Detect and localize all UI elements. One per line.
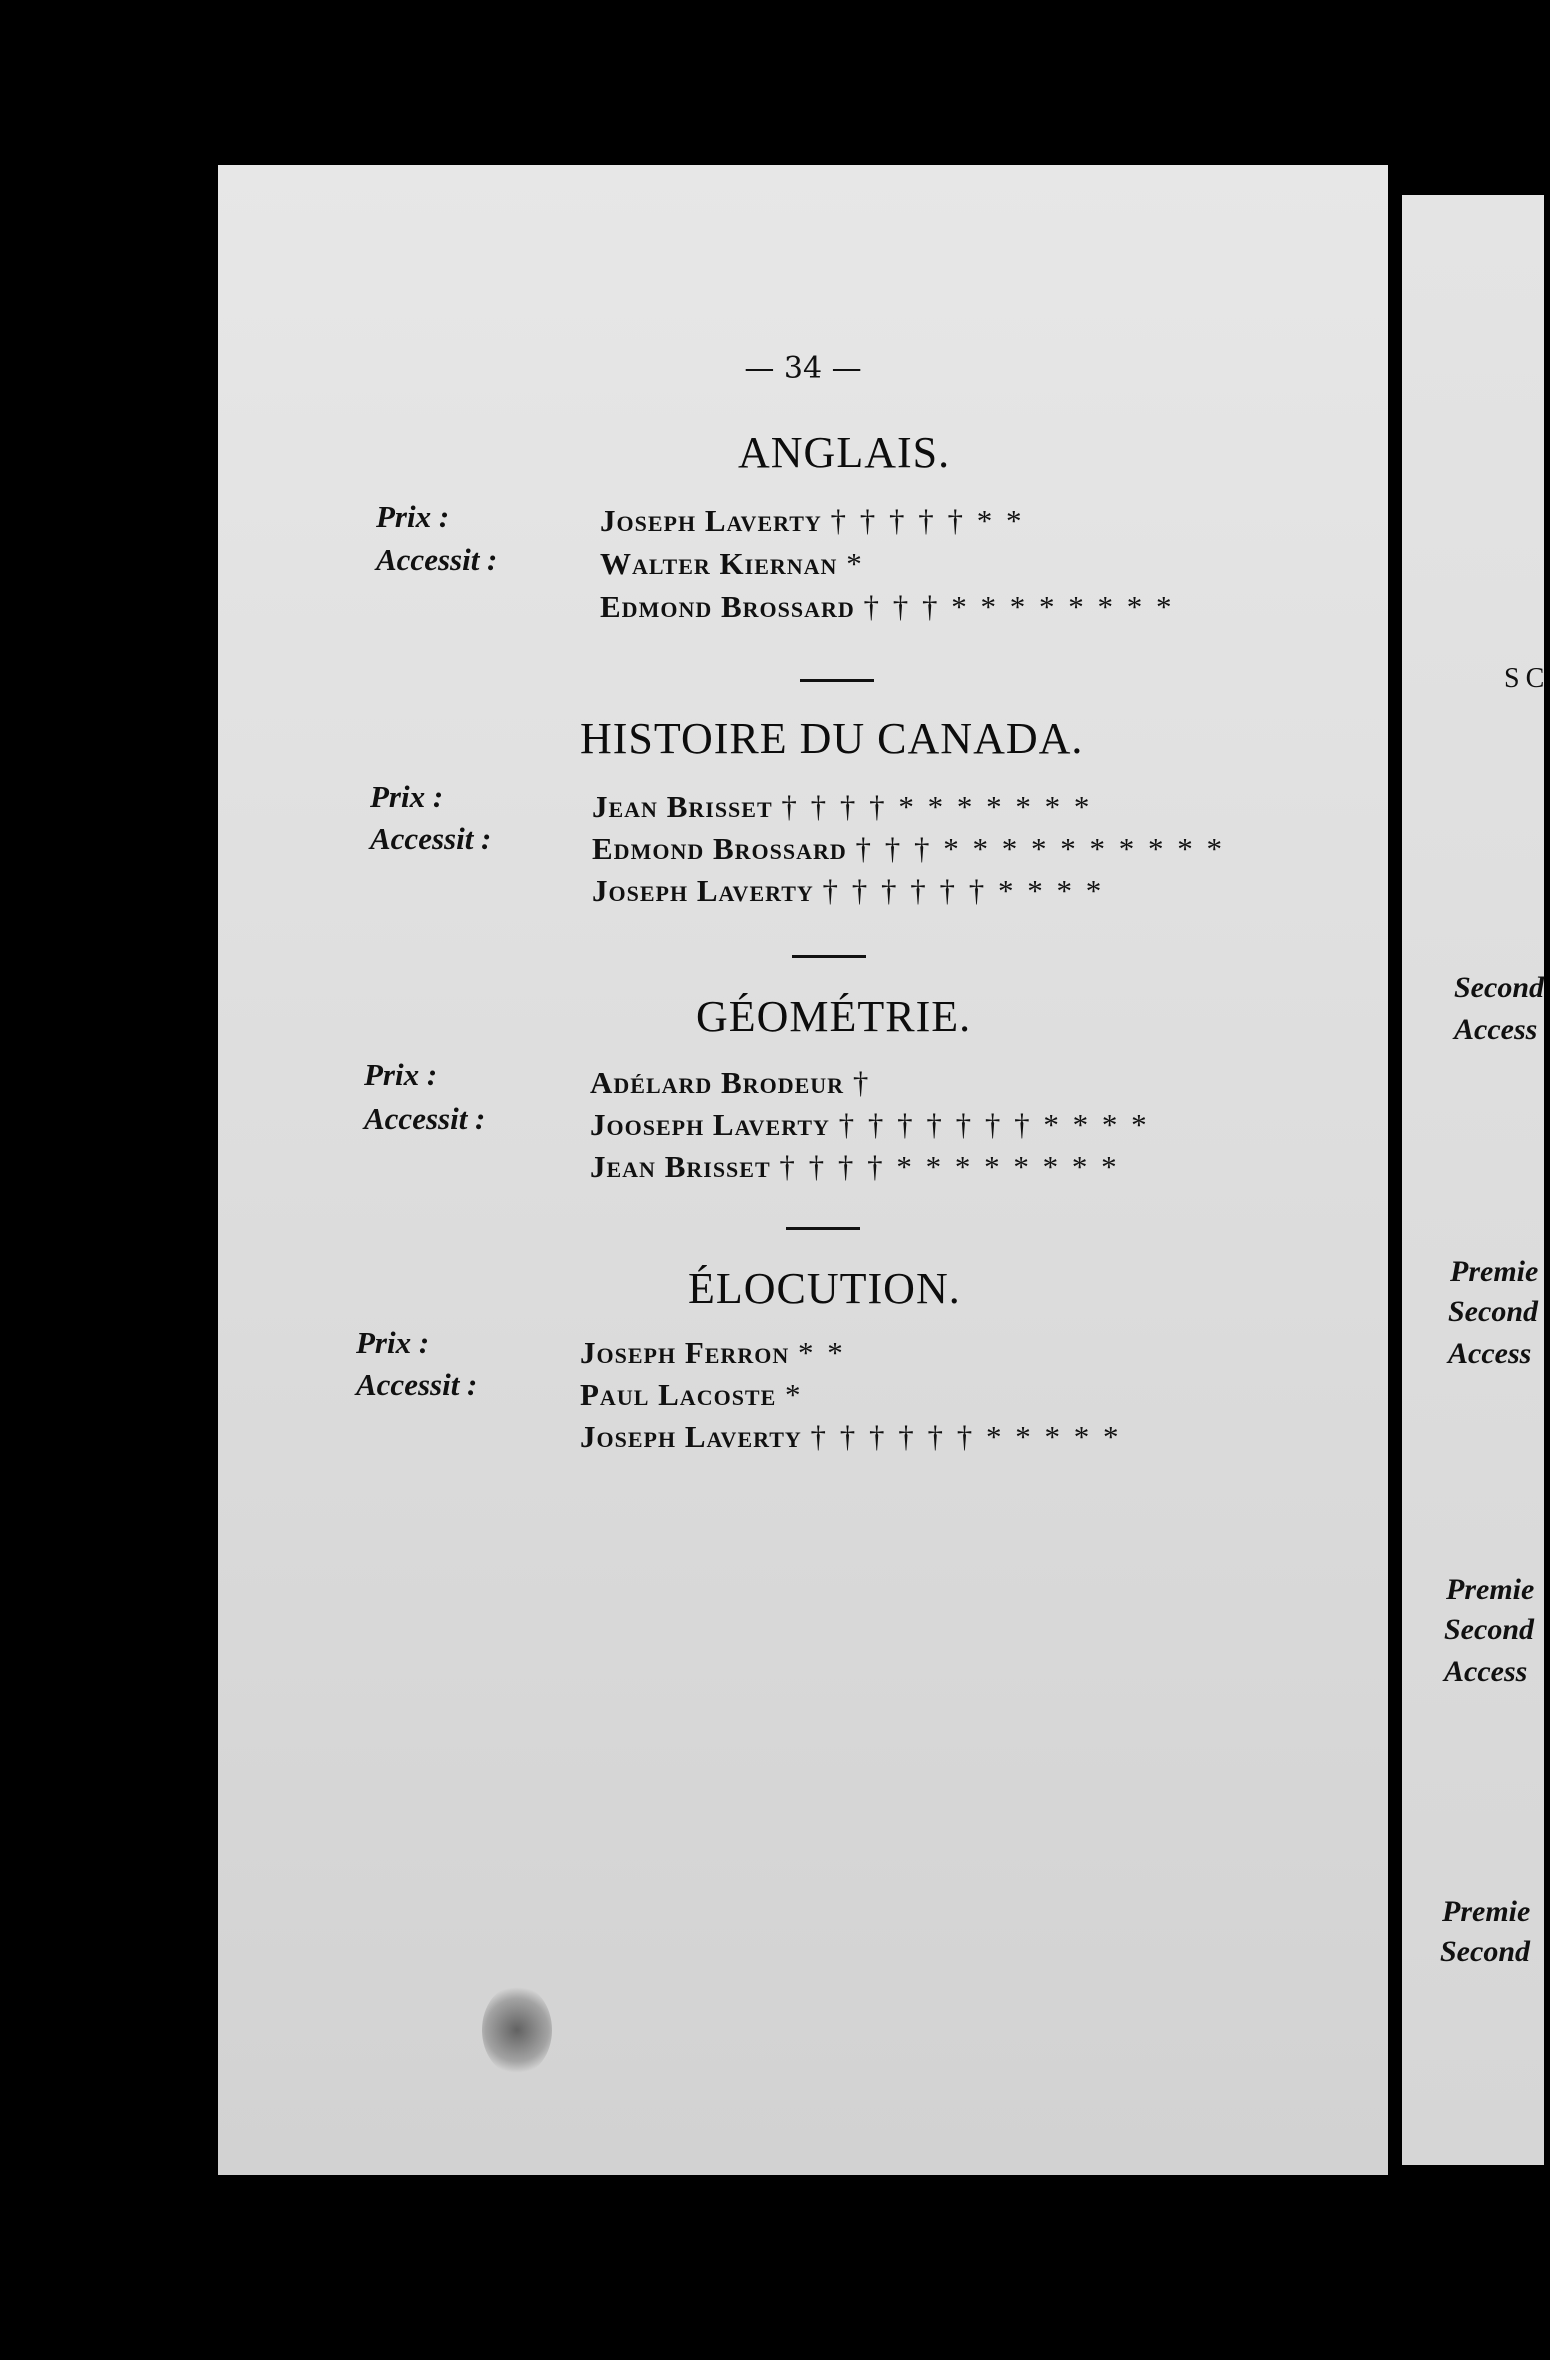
label-accessit: Accessit : [370,821,492,856]
entry-name: Joseph Laverty [592,873,814,908]
entry-name: Jean Brisset [590,1149,771,1184]
entry-name: Joseph Laverty [600,503,822,538]
section-divider [786,1227,860,1230]
label-accessit: Accessit : [364,1101,486,1136]
entry-marks: † † † * * * * * * * * * * [855,831,1226,866]
entry-name: Edmond Brossard [592,831,847,866]
entry-name: Jooseph Laverty [590,1107,830,1142]
left-page [218,165,1388,2175]
entry-marks: † † † † * * * * * * * [781,789,1093,824]
entry-geometrie-2 [590,1107,1150,1143]
entry-anglais-3 [600,589,1175,625]
entry-name: Jean Brisset [592,789,773,824]
facing-label: Access [1444,1655,1528,1688]
entry-name: Paul Lacoste [580,1377,777,1412]
entry-geometrie-3 [590,1149,1120,1185]
facing-label: Second [1444,1613,1534,1646]
entry-marks: † † † † † † * * * * * [810,1419,1122,1454]
entry-name: Joseph Laverty [580,1419,802,1454]
section-divider [800,679,874,682]
label-prix: Prix : [370,779,444,814]
entry-histoire-3 [592,873,1104,909]
section-title-histoire: HISTOIRE DU CANADA. [580,714,1084,763]
entry-name: Edmond Brossard [600,589,855,624]
section-title-anglais: ANGLAIS. [738,428,951,477]
entry-anglais-2 [600,546,865,582]
facing-heading-fragment: SC [1504,663,1550,694]
entry-anglais-1 [600,503,1025,539]
entry-elocution-1 [580,1335,846,1371]
entry-elocution-2 [580,1377,804,1413]
facing-label: Premie [1450,1255,1539,1288]
entry-name: Adélard Brodeur [590,1065,845,1100]
label-prix: Prix : [356,1325,430,1360]
entry-marks: † † † † † † * * * * [822,873,1105,908]
entry-marks: † † † * * * * * * * * [863,589,1175,624]
section-title-geometrie: GÉOMÉTRIE. [696,992,972,1041]
facing-label: Access [1448,1337,1532,1370]
entry-marks: † † † † * * * * * * * * [779,1149,1120,1184]
entry-marks: * [846,546,865,581]
ink-stain [482,1985,552,2075]
label-prix: Prix : [364,1057,438,1092]
facing-label: Second [1454,971,1544,1004]
facing-label: Premie [1446,1573,1535,1606]
entry-name: Joseph Ferron [580,1335,790,1370]
section-divider [792,955,866,958]
entry-marks: * [785,1377,804,1412]
entry-marks: † † † † † * * [830,503,1025,538]
page-number: — 34 — [744,351,862,386]
label-accessit: Accessit : [376,542,498,577]
entry-histoire-1 [592,789,1092,825]
label-prix: Prix : [376,499,450,534]
label-accessit: Accessit : [356,1367,478,1402]
entry-geometrie-1 [590,1065,871,1101]
facing-label: Premie [1442,1895,1531,1928]
entry-marks: † † † † † † † * * * * [838,1107,1150,1142]
entry-histoire-2 [592,831,1225,867]
facing-page-edge [1402,195,1550,2165]
entry-marks: † [852,1065,872,1100]
entry-marks: * * [797,1335,846,1370]
facing-label: Access [1454,1013,1538,1046]
entry-name: Walter Kiernan [600,546,838,581]
facing-label: Second [1448,1295,1538,1328]
facing-label: Second [1440,1935,1530,1968]
entry-elocution-3 [580,1419,1122,1455]
section-title-elocution: ÉLOCUTION. [688,1264,961,1313]
